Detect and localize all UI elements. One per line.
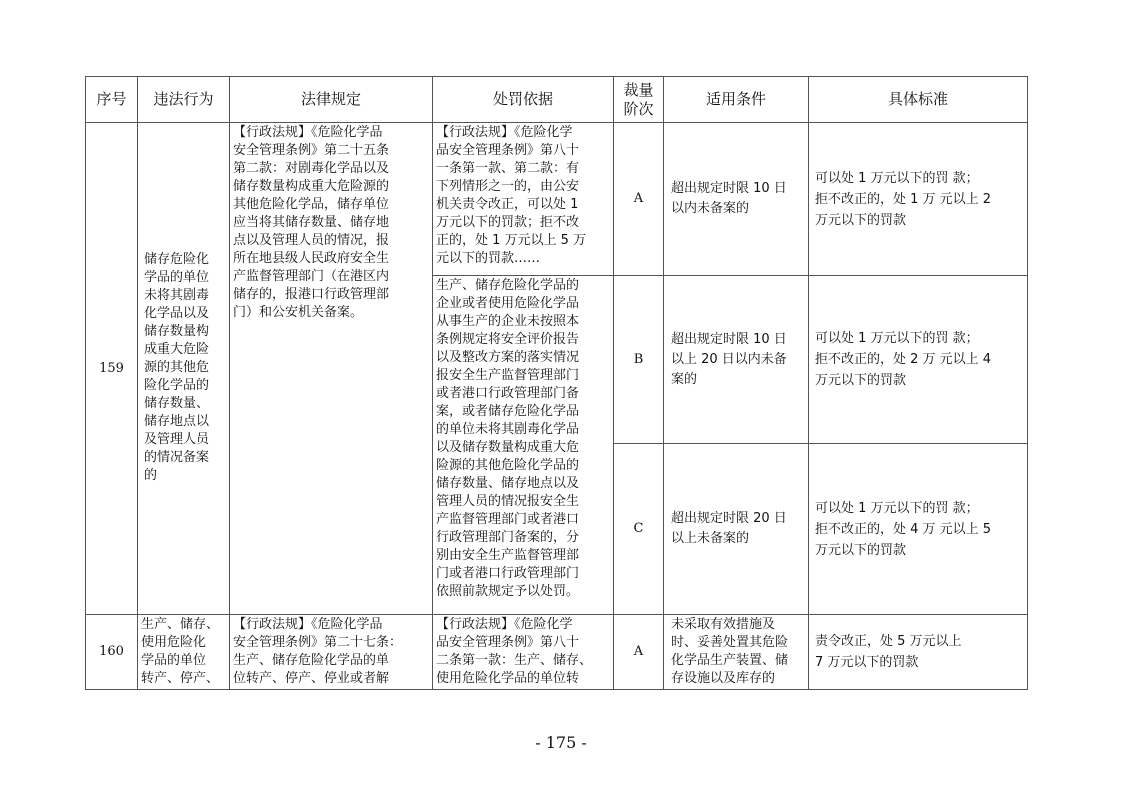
- law-text: 【行政法规】《危险化学品 安全管理条例》第二十七条： 生产、储存危险化学品的单 位转产、停产、停业或者解: [233, 617, 403, 686]
- page-number: - 175 -: [535, 733, 587, 752]
- table-row: [86, 123, 1028, 276]
- table-row: [86, 615, 1028, 690]
- row-160-level-a: A: [614, 615, 664, 690]
- header-discretion-level: 裁量 阶次: [614, 77, 664, 123]
- row-159-condition-b: [664, 276, 809, 444]
- violation-text: 生产、储存、 使用危险化 学品的单位 转产、停产、: [141, 617, 220, 686]
- row-159-law: [230, 123, 433, 615]
- row-160-standard-a: [809, 615, 1028, 690]
- header-penalty-basis: 处罚依据: [433, 77, 614, 123]
- row-159-standard-c: [809, 444, 1028, 615]
- row-159-serial: 159: [86, 123, 138, 615]
- condition-text: 未采取有效措施及 时、妥善处置其危险 化学品生产装置、储 存设施以及库存的: [671, 617, 789, 686]
- basis-text: 生产、储存危险化学品的 企业或者使用危险化学品 从事生产的企业未按照本 条例规定将安全评价报告 以及整改方案的落实情况 报安全生产监督管理部门 或者港口行政管理部门备 案，或者储存危险化学品 的单位未将其剧毒化学品 以及储存数量构成重大危 险源的其他危险化学品的 储存数量、储存地点以及 管理人员的情况报安全生 产监督管理部门或者港口 行政管理部门备案的，分 别由安全生产监督管理部 门或者港口行政管理部门 依照前款规定予以处罚。: [436, 278, 580, 599]
- row-159-level-b: B: [614, 276, 664, 444]
- row-159-basis-part1: [433, 123, 614, 276]
- header-standard: 具体标准: [809, 77, 1028, 123]
- row-159-condition-c: [664, 444, 809, 615]
- standard-text: 可以处 1 万元以下的罚 款； 拒不改正的，处 1 万 元以上 2 万元以下的罚款: [815, 170, 992, 228]
- header-legal-provision: 法律规定: [230, 77, 433, 123]
- row-159-basis-part2: [433, 276, 614, 615]
- row-160-serial: 160: [86, 615, 138, 690]
- row-159-level-c: C: [614, 444, 664, 615]
- law-text: 【行政法规】《危险化学品 安全管理条例》第二十五条 第二款：对剧毒化学品以及 储存数量构成重大危险源的 其他危险化学品，储存单位 应当将其储存数量、储存地 点以及管理人员的情况，报 所在地县级人民政府安全生 产监督管理部门（在港区内 储存的，报港口行政管理部 门）和公安机关备案。: [233, 125, 390, 320]
- condition-text: 超出规定时限 10 日 以内未备案的: [671, 181, 787, 216]
- header-violation: 违法行为: [138, 77, 230, 123]
- basis-text: 【行政法规】《危险化学 品安全管理条例》第八十 二条第一款：生产、储存、 使用危险化学品的单位转: [436, 617, 593, 686]
- row-160-basis: [433, 615, 614, 690]
- row-159-level-a: A: [614, 123, 664, 276]
- header-serial-no: 序号: [86, 77, 138, 123]
- condition-text: 超出规定时限 10 日 以上 20 日以内未备 案的: [671, 331, 787, 387]
- condition-text: 超出规定时限 20 日 以上未备案的: [671, 511, 787, 546]
- violation-text: 储存危险化 学品的单位 未将其剧毒 化学品以及 储存数量构 成重大危险 源的其他危 险化学品的 储存数量、 储存地点以 及管理人员 的情况备案 的: [144, 252, 210, 483]
- penalty-table: [85, 76, 1028, 690]
- row-160-law: [230, 615, 433, 690]
- row-159-standard-b: [809, 276, 1028, 444]
- standard-text: 责令改正，处 5 万元以上 7 万元以下的罚款: [815, 634, 962, 670]
- standard-text: 可以处 1 万元以下的罚 款； 拒不改正的，处 4 万 元以上 5 万元以下的罚款: [815, 500, 992, 558]
- row-159-violation: [138, 123, 230, 615]
- row-159-standard-a: [809, 123, 1028, 276]
- row-160-violation: [138, 615, 230, 690]
- row-160-condition-a: [664, 615, 809, 690]
- basis-text: 【行政法规】《危险化学 品安全管理条例》第八十 一条第一款、第二款：有 下列情形之一的，由公安 机关责令改正，可以处 1 万元以下的罚款；拒不改 正的，处 1 万元以上 5 万 元以下的罚款……: [436, 125, 587, 266]
- row-159-condition-a: [664, 123, 809, 276]
- table-header-row: [86, 77, 1028, 123]
- header-condition: 适用条件: [664, 77, 809, 123]
- standard-text: 可以处 1 万元以下的罚 款； 拒不改正的，处 2 万 元以上 4 万元以下的罚款: [815, 331, 992, 388]
